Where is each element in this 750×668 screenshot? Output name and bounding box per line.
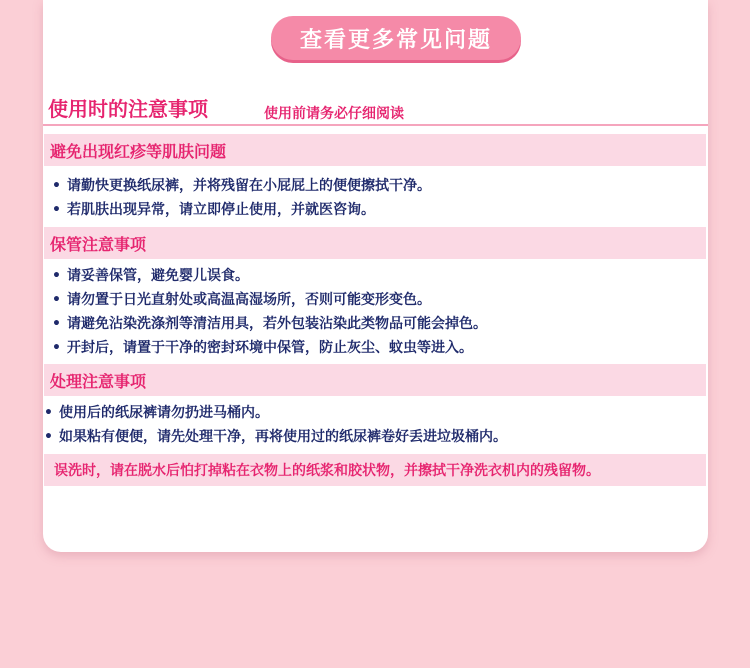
page-subtitle: 使用前请务必仔细阅读 <box>264 106 404 122</box>
section-title-storage: 保管注意事项 <box>44 227 706 259</box>
page-title: 使用时的注意事项 <box>48 97 208 121</box>
section-list-disposal <box>44 401 507 449</box>
list-item: • 请妥善保管，避免婴儿误食。 <box>52 264 487 288</box>
list-item: • 如果粘有便便，请先处理干净，再将使用过的纸尿裤卷好丢进垃圾桶内。 <box>44 425 507 449</box>
washing-note: 误洗时，请在脱水后怕打掉粘在衣物上的纸浆和胶状物，并擦拭干净洗衣机内的残留物。 <box>44 454 706 486</box>
header-divider <box>43 124 708 126</box>
section-list-skin <box>52 174 431 222</box>
faq-button[interactable]: 查看更多常见问题 <box>271 16 521 60</box>
list-item: • 开封后，请置于干净的密封环境中保管，防止灰尘、蚊虫等进入。 <box>52 336 487 360</box>
list-item: • 请勤快更换纸尿裤，并将残留在小屁屁上的便便擦拭干净。 <box>52 174 431 198</box>
list-item: • 使用后的纸尿裤请勿扔进马桶内。 <box>44 401 507 425</box>
section-list-storage <box>52 264 487 360</box>
section-title-disposal: 处理注意事项 <box>44 364 706 396</box>
list-item: • 请勿置于日光直射处或高温高湿场所，否则可能变形变色。 <box>52 288 487 312</box>
list-item: • 若肌肤出现异常，请立即停止使用，并就医咨询。 <box>52 198 431 222</box>
section-title-skin: 避免出现红疹等肌肤问题 <box>44 134 706 166</box>
list-item: • 请避免沾染洗涤剂等清洁用具，若外包装沾染此类物品可能会掉色。 <box>52 312 487 336</box>
